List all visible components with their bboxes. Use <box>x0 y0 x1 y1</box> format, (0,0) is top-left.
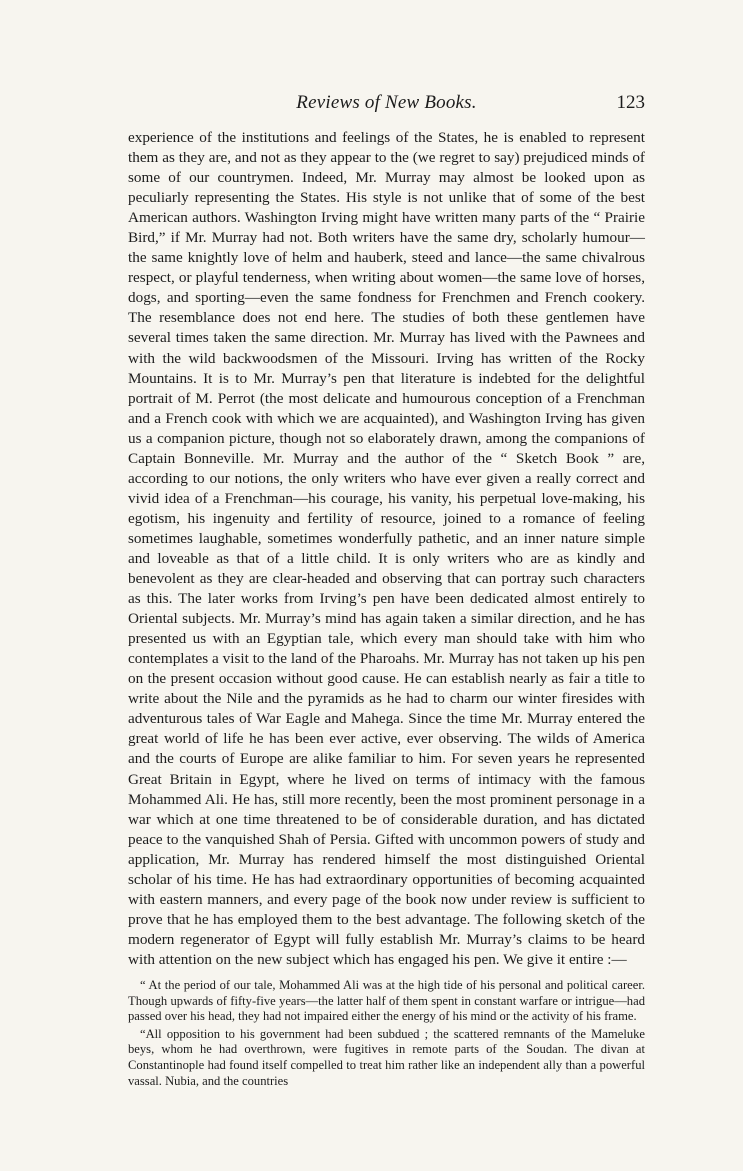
page-number: 123 <box>616 92 645 113</box>
body-paragraph: experience of the institutions and feelings of the States, he is enabled to represent them as they are, and not as they appear to the (we regret to say) prejudiced minds of some of our countrymen. Indeed, Mr. Murray may almost be looked upon as peculiarly representing the States. His style is not unlike that of some of the best American authors. Washington Irving might have written many parts of the “ Prairie Bird,” if Mr. Murray had not. Both writers have the same dry, scholarly humour—the same knightly love of helm and hauberk, steed and lance—the same chivalrous respect, or playful tenderness, when writing about women—the same love of horses, dogs, and sporting—even the same fondness for Frenchmen and French cookery. The resemblance does not end here. The studies of both these gentlemen have several times taken the same direction. Mr. Murray has lived with the Pawnees and with the wild backwoodsmen of the Missouri. Irving has written of the Rocky Mountains. It is to Mr. Murray’s pen that literature is indebted for the delightful portrait of M. Perrot (the most delicate and humourous conception of a Frenchman and a French cook with which we are acquainted), and Washington Irving has given us a companion picture, though not so elaborately drawn, among the companions of Captain Bonneville. Mr. Murray and the author of the “ Sketch Book ” are, according to our notions, the only writers who have ever given a really correct and vivid idea of a Frenchman—his courage, his vanity, his perpetual love-making, his egotism, his ingenuity and fertility of resource, joined to a romance of feeling sometimes laughable, sometimes wonderfully pathetic, and an inner nature simple and loveable as that of a little child. It is only writers who are as kindly and benevolent as they are clear-headed and observing that can portray such characters as this. The later works from Irving’s pen have been dedicated almost entirely to Oriental subjects. Mr. Murray’s mind has again taken a similar direction, and he has presented us with an Egyptian tale, which every man should take with him who contemplates a visit to the land of the Pharoahs. Mr. Murray has not taken up his pen on the present occasion without good cause. He can establish nearly as fair a title to write about the Nile and the pyramids as he had to charm our winter firesides with adventurous tales of War Eagle and Mahega. Since the time Mr. Murray entered the great world of life he has been ever active, ever observing. The wilds of America and the courts of Europe are alike familiar to him. For seven years he represented Great Britain in Egypt, where he lived on terms of intimacy with the famous Mohammed Ali. He has, still more recently, been the most prominent personage in a war which at one time threatened to be of considerable duration, and has dictated peace to the vanquished Shah of Persia. Gifted with uncommon powers of study and application, Mr. Murray has rendered himself the most distinguished Oriental scholar of his time. He has had extraordinary opportunities of becoming acquainted with eastern manners, and every page of the book now under review is sufficient to prove that he has employed them to the best advantage. The following sketch of the modern regenerator of Egypt will fully establish Mr. Murray’s claims to be heard with attention on the new subject which has engaged his pen. We give it entire :— <box>128 129 645 968</box>
running-title: Reviews of New Books. <box>296 92 477 113</box>
quotation-paragraph-2: “All opposition to his government had been subdued ; the scattered remnants of the Mameluke beys, whom he had overthrown, were fugitives in remote parts of the Soudan. The divan at Constantinople had found itself compelled to treat him rather like an independent ally than a powerful vassal. Nubia, and the countries <box>128 1026 645 1088</box>
quotation-paragraph-1: “ At the period of our tale, Mohammed Ali was at the high tide of his personal and political career. Though upwards of fifty-five years—the latter half of them spent in constant warfare or intrigue—had passed over his head, they had not impaired either the energy of his mind or the activity of his frame. <box>128 977 645 1024</box>
page-header <box>128 92 645 118</box>
